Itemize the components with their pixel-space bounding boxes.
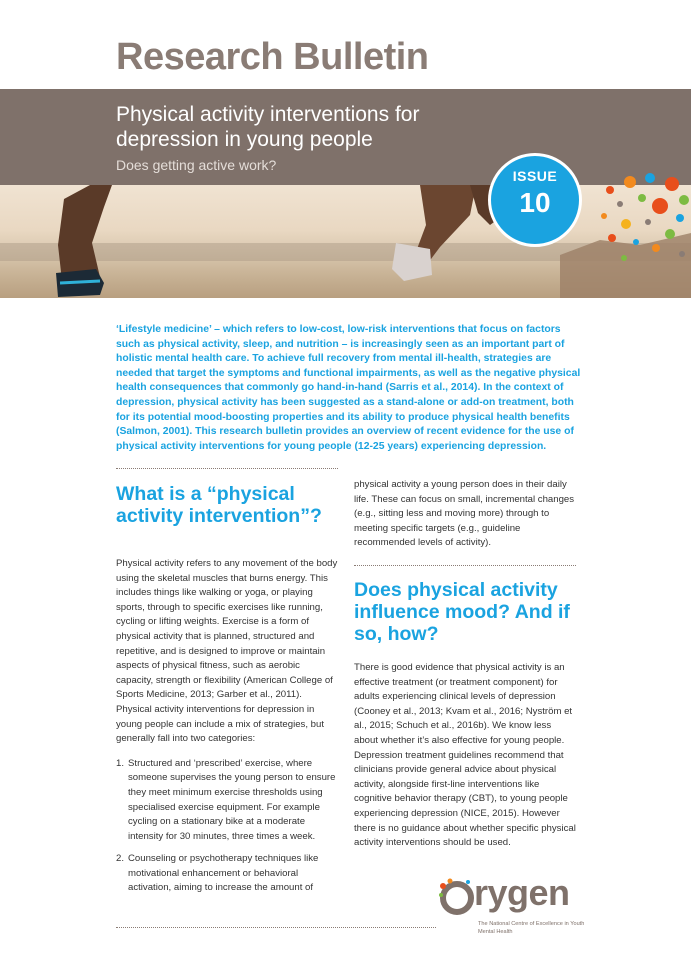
title-banner bbox=[0, 89, 691, 185]
body-paragraph: Physical activity refers to any movement of the body using the skeletal muscles that burns energy. This includes things like walking or yoga, or playing sports, through to specific exercises like running, cycling or lifting weights. Exercise is a form of physical activity that is planned, structured and repetitive, and is designed to improve or maintain aspects of physical fitness, such as aerobic capacity, strength or flexibility (American College of Sports Medicine, 2013; Garber et al., 2011). Physical activity interventions for depression in young people can include a mix of strategies, but generally fall into two categories: bbox=[116, 558, 338, 745]
divider bbox=[354, 565, 576, 566]
bulletin-title: Research Bulletin bbox=[116, 36, 429, 78]
issue-badge bbox=[488, 153, 582, 247]
continued-paragraph: physical activity a young person does in their daily life. These can focus on small, incremental changes (e.g., sitting less and moving more) through to meeting specific targets (e.g., guideline recommended levels of activity). bbox=[354, 479, 575, 549]
list-item bbox=[116, 852, 338, 896]
intro-paragraph: ‘Lifestyle medicine’ – which refers to low-cost, low-risk interventions that focus on factors such as physical activity, sleep, and nutrition – is increasingly seen as an important part of holistic mental health care. To achieve full recovery from mental ill-health, strategies are needed that target the symptoms and functional impairments, as well as the negative physical health consequences that commonly go hand-in-hand (Sarris et al., 2014). In the context of depression, physical activity has been suggested as a stand-alone or add-on treatment, both for its potential mood-boosting properties and its ability to produce physical health benefits (Salmon, 2001). This research bulletin provides an overview of recent evidence for the use of physical activity interventions for young people (12-25 years) experiencing depression. bbox=[116, 324, 581, 452]
left-column bbox=[116, 483, 338, 904]
numbered-list bbox=[116, 757, 338, 896]
section-heading: Does physical activity influence mood? And if so, how? bbox=[354, 578, 570, 645]
list-item bbox=[116, 757, 338, 845]
right-column bbox=[354, 478, 576, 851]
logo-tagline: The National Centre of Excellence in Youth Mental Health bbox=[478, 921, 585, 935]
issue-number: 10 bbox=[519, 187, 551, 218]
section-heading: What is a “physical activity intervention”? bbox=[116, 483, 322, 527]
list-number: 2. bbox=[116, 853, 125, 865]
logo-wordmark: rygen bbox=[474, 872, 570, 913]
logo-dots-icon bbox=[438, 878, 476, 918]
banner-subtitle: Does getting active work? bbox=[116, 157, 277, 173]
runners-photo bbox=[0, 185, 691, 298]
banner-title: Physical activity interventions for depression in young people bbox=[116, 103, 420, 151]
list-text: Structured and ‘prescribed’ exercise, where someone supervises the young person to ensure they meet minimum exercise thresholds using specialised exercise equipment. For example cycling on a stationary bike at a moderate intensity for 30 minutes, three times a week. bbox=[128, 757, 336, 842]
list-text: Counseling or psychotherapy techniques like motivational enhancement or behavioral activation, aiming to increase the amount of bbox=[128, 853, 319, 894]
divider bbox=[116, 468, 338, 469]
body-paragraph: There is good evidence that physical activity is an effective treatment (or treatment component) for adults experiencing clinical levels of depression (Cooney et al., 2013; Kvam et al., 2016; Nyström et al., 2015; Schuch et al., 2016b). We know less about whether it’s also effective for young people. Depression treatment guidelines recommend that clinicians provide general advice about physical activity, alongside first-line interventions like cognitive behavior therapy (CBT), to young people experiencing depression (NICE, 2015). However there is no guidance about whether specific physical activity interventions should be used. bbox=[354, 661, 576, 849]
orygen-logo bbox=[438, 872, 588, 952]
decorative-dots bbox=[590, 170, 691, 270]
divider bbox=[116, 927, 436, 928]
list-number: 1. bbox=[116, 757, 125, 769]
issue-label: ISSUE bbox=[512, 168, 558, 184]
